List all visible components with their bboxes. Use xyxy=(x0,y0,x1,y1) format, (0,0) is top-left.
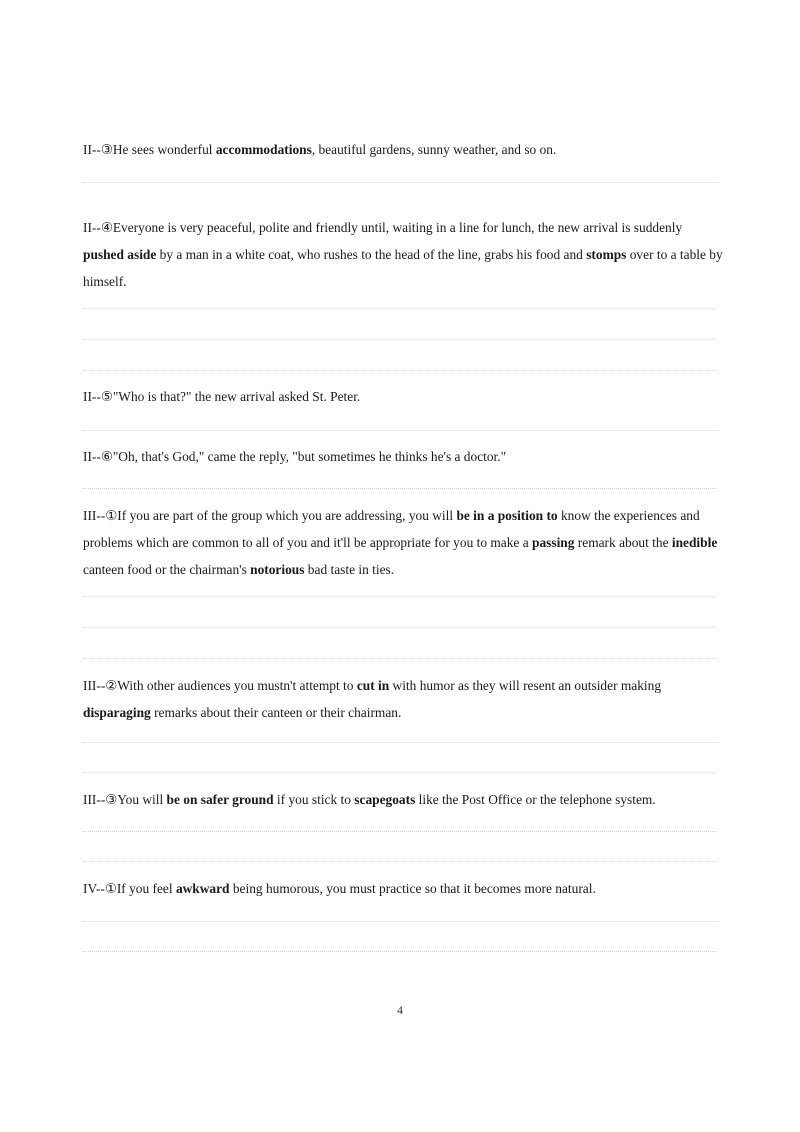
sentence-ii-3 xyxy=(83,136,723,163)
answer-line xyxy=(83,182,717,183)
sentence-iii-2 xyxy=(83,672,723,726)
answer-line xyxy=(83,831,717,832)
text-run: being humorous, you must practice so that it becomes more natural. xyxy=(229,881,596,896)
text-run: bad taste in ties. xyxy=(304,562,395,577)
bold-term: cut in xyxy=(356,678,390,693)
bold-term: pushed aside xyxy=(83,247,157,262)
bold-term: notorious xyxy=(250,562,305,577)
bold-term: be on safer ground xyxy=(166,792,274,807)
text-run: III--③You will xyxy=(83,792,167,807)
text-run: by a man in a white coat, who rushes to the head of the line, grabs his food and xyxy=(156,247,587,262)
text-run: canteen food or the chairman's xyxy=(83,562,251,577)
answer-line xyxy=(83,861,717,862)
text-run: remark about the xyxy=(574,535,672,550)
sentence-iii-1 xyxy=(83,502,723,583)
page-number: 4 xyxy=(397,1003,403,1017)
bold-term: passing xyxy=(532,535,575,550)
text-run: II--⑥"Oh, that's God," came the reply, "but sometimes he thinks he's a doctor." xyxy=(83,449,507,464)
sentence-ii-6 xyxy=(83,443,723,470)
text-run: IV--①If you feel xyxy=(83,881,176,896)
sentence-iv-1 xyxy=(83,875,723,902)
answer-line xyxy=(83,742,717,743)
text-run: remarks about their canteen or their chairman. xyxy=(150,705,402,720)
text-run: III--②With other audiences you mustn't attempt to xyxy=(83,678,357,693)
text-run: with humor as they will resent an outsider making xyxy=(389,678,662,693)
text-run: , beautiful gardens, sunny weather, and so on. xyxy=(311,142,557,157)
answer-line xyxy=(83,951,717,952)
text-run: know the experiences and problems which are common to all of you and it'll be appropriate for you to make a xyxy=(83,508,700,550)
answer-line xyxy=(83,921,717,922)
bold-term: awkward xyxy=(175,881,230,896)
answer-line xyxy=(83,772,717,773)
text-run: over to a table by himself. xyxy=(83,247,723,289)
answer-line xyxy=(83,430,717,431)
bold-term: disparaging xyxy=(83,705,151,720)
text-run: II--④Everyone is very peaceful, polite and friendly until, waiting in a line for lunch, the new arrival is suddenly xyxy=(83,220,683,235)
answer-line xyxy=(83,339,717,340)
text-run: if you stick to xyxy=(273,792,355,807)
bold-term: scapegoats xyxy=(354,792,416,807)
text-run: III--①If you are part of the group which you are addressing, you will xyxy=(83,508,457,523)
text-run: II--③He sees wonderful xyxy=(83,142,216,157)
bold-term: be in a position to xyxy=(456,508,558,523)
bold-term: inedible xyxy=(671,535,718,550)
answer-line xyxy=(83,596,717,597)
bold-term: stomps xyxy=(586,247,627,262)
answer-line xyxy=(83,308,717,309)
sentence-ii-4 xyxy=(83,214,723,295)
bold-term: accommodations xyxy=(215,142,312,157)
answer-line xyxy=(83,488,717,489)
sentence-ii-5 xyxy=(83,383,723,410)
text-run: II--⑤"Who is that?" the new arrival asked St. Peter. xyxy=(83,389,361,404)
answer-line xyxy=(83,658,717,659)
sentence-iii-3 xyxy=(83,786,723,813)
answer-line xyxy=(83,370,717,371)
answer-line xyxy=(83,627,717,628)
text-run: like the Post Office or the telephone system. xyxy=(415,792,656,807)
